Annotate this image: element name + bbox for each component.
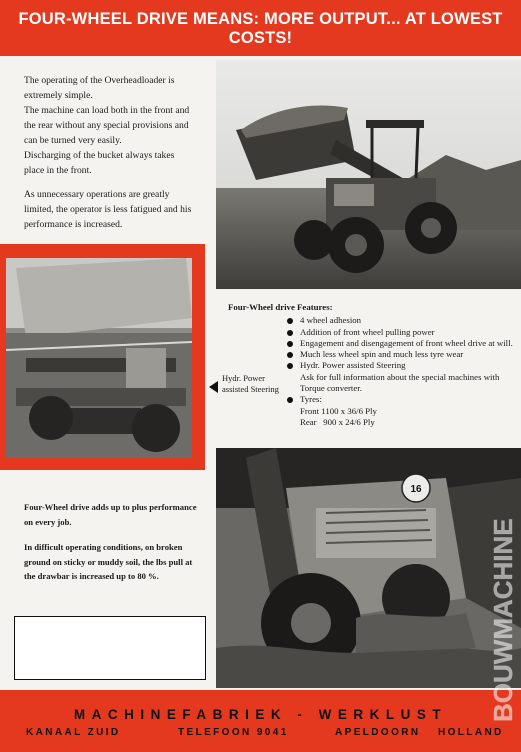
address-street: KANAAL ZUID bbox=[26, 727, 121, 738]
feature-subtext: Rear 900 x 24/6 Ply bbox=[300, 416, 375, 427]
bullet-icon bbox=[287, 363, 293, 369]
feature-item bbox=[228, 315, 518, 326]
intro-text bbox=[24, 73, 196, 232]
machine-in-mud-photo bbox=[216, 448, 521, 688]
feature-text: Addition of front wheel pulling power bbox=[300, 326, 435, 337]
loader-bucket-photo bbox=[216, 60, 521, 289]
feature-text: Hydr. Power assisted Steering bbox=[300, 360, 406, 371]
bullet-icon bbox=[287, 397, 293, 403]
pointer-arrow-icon bbox=[209, 381, 218, 393]
address-phone: TELEFOON 9041 bbox=[178, 727, 289, 738]
feature-item bbox=[228, 394, 518, 428]
feature-text: 4 wheel adhesion bbox=[300, 315, 362, 326]
performance-text bbox=[24, 500, 204, 584]
features-list bbox=[228, 302, 518, 428]
bullet-icon bbox=[287, 352, 293, 358]
feature-item bbox=[228, 360, 518, 394]
axle-closeup-photo bbox=[6, 258, 192, 458]
page-title: FOUR-WHEEL DRIVE MEANS: MORE OUTPUT... AT LOWEST COSTS! bbox=[18, 10, 503, 47]
performance-paragraph: Four-Wheel drive adds up to plus performance on every job. bbox=[24, 502, 197, 527]
feature-text: Tyres: bbox=[300, 394, 322, 405]
company-name: MACHINEFABRIEK - WERKLUST bbox=[73, 707, 448, 722]
bullet-icon bbox=[287, 330, 293, 336]
intro-paragraph: As unnecessary operations are greatly limited, the operator is less fatigued and his performance is increased. bbox=[24, 189, 192, 230]
intro-paragraph: The machine can load both in the front and the rear without any special provisions and can be turned very easily. bbox=[24, 105, 190, 146]
feature-text: Much less wheel spin and much less tyre wear bbox=[300, 349, 464, 360]
feature-item bbox=[228, 338, 518, 349]
feature-subtext: Front 1100 x 36/6 Ply bbox=[300, 405, 377, 416]
feature-subtext: Ask for full information about the special machines with Torque converter. bbox=[300, 371, 500, 394]
steering-caption: Hydr. Power assisted Steering bbox=[222, 373, 279, 394]
machine-badge: 16 bbox=[410, 484, 422, 495]
feature-text: Engagement and disengagement of front wheel drive at will. bbox=[300, 337, 513, 348]
feature-item bbox=[228, 327, 518, 338]
feature-item bbox=[228, 349, 518, 360]
intro-paragraph: Discharging of the bucket always takes place in the front. bbox=[24, 150, 175, 176]
address-city: APELDOORN bbox=[335, 727, 421, 738]
dealer-stamp-box bbox=[14, 616, 206, 680]
performance-paragraph: In difficult operating conditions, on broken ground on sticky or muddy soil, the lbs pull at the drawbar is increased up to 80 %. bbox=[24, 542, 193, 581]
watermark-text: BOUWMACHINE bbox=[488, 518, 518, 722]
intro-paragraph: The operating of the Overheadloader is extremely simple. bbox=[24, 75, 175, 101]
bullet-icon bbox=[287, 318, 293, 324]
features-title: Four-Wheel drive Features: bbox=[228, 302, 333, 312]
bullet-icon bbox=[287, 341, 293, 347]
address-country: HOLLAND bbox=[438, 727, 504, 738]
watermark bbox=[488, 460, 521, 730]
